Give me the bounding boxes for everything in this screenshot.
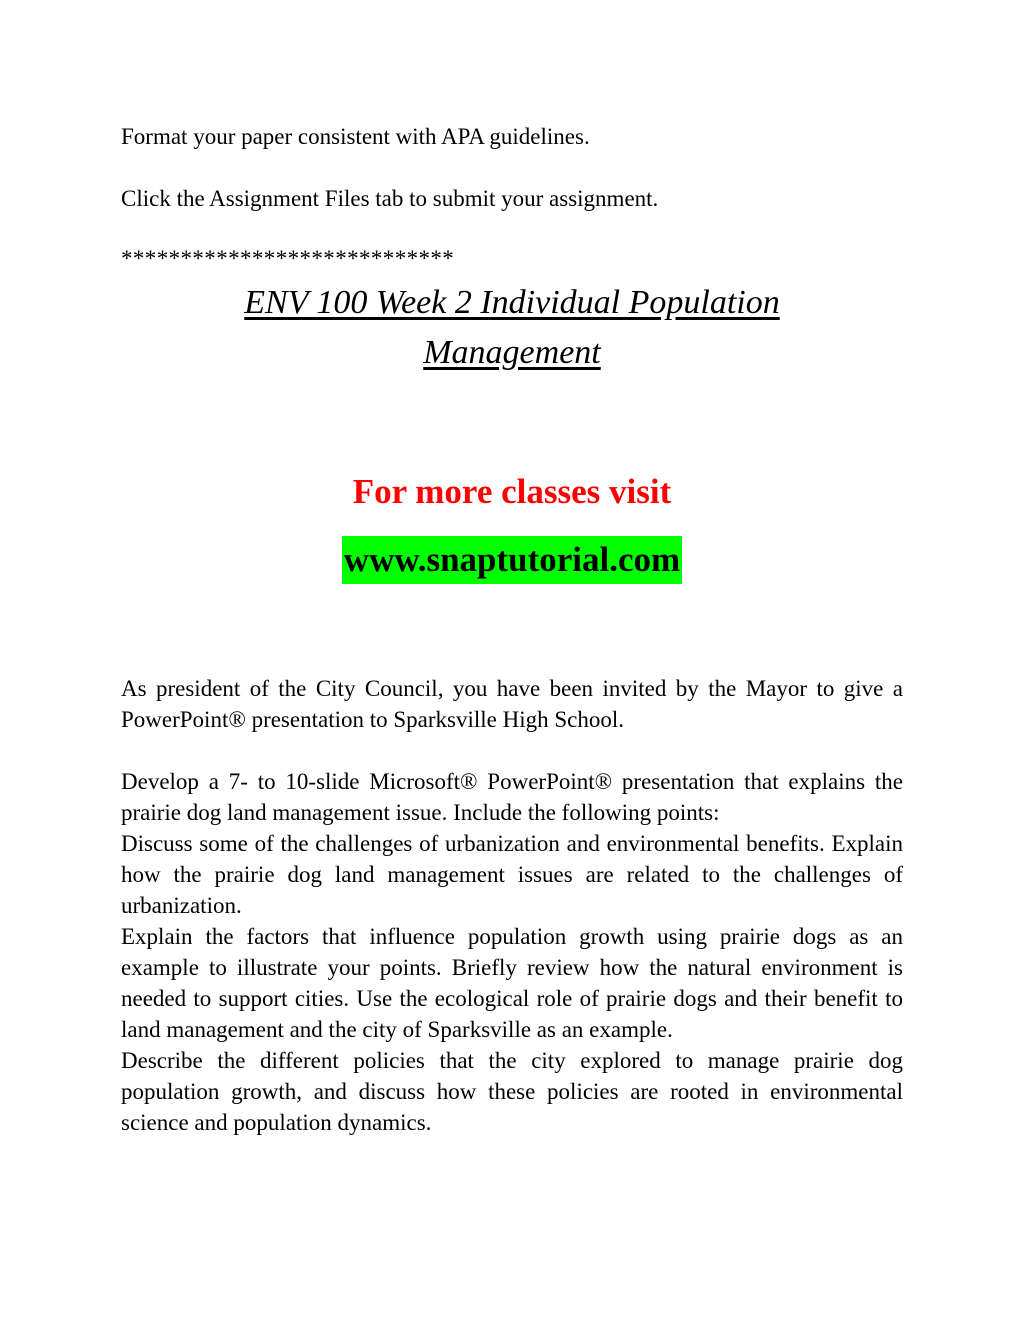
promo-text: For more classes visit [352,472,672,511]
intro-paragraph: As president of the City Council, you have been invited by the Mayor to give a PowerPoint® presentation to Sparksville High School. [121,676,903,732]
instruction-paragraph: Describe the different policies that the city explored to manage prairie dog population growth, and discuss how these policies are rooted in environmental science and population dynamics. [121,1048,903,1135]
assignment-instructions [121,766,903,1138]
course-title-line-2: Management [423,334,601,371]
course-title-line-1: ENV 100 Week 2 Individual Population [244,284,780,321]
snaptutorial-link[interactable]: www.snaptutorial.com [342,536,682,584]
asterisk-separator: **************************** [121,246,455,271]
promo-link-wrapper [121,536,903,584]
apa-format-instruction: Format your paper consistent with APA guidelines. [121,124,590,149]
course-title [121,278,903,378]
submission-instruction: Click the Assignment Files tab to submit your assignment. [121,186,659,211]
instruction-paragraph: Discuss some of the challenges of urbanization and environmental benefits. Explain how the prairie dog land management issues are related to the challenges of urbanization. [121,831,903,918]
instruction-paragraph: Develop a 7- to 10-slide Microsoft® PowerPoint® presentation that explains the prairie dog land management issue. Include the following points: [121,769,903,825]
instruction-paragraph: Explain the factors that influence population growth using prairie dogs as an example to illustrate your points. Briefly review how the natural environment is needed to support cities. Use the ecological role of prairie dogs and their benefit to land management and the city of Sparksville as an example. [121,924,903,1042]
